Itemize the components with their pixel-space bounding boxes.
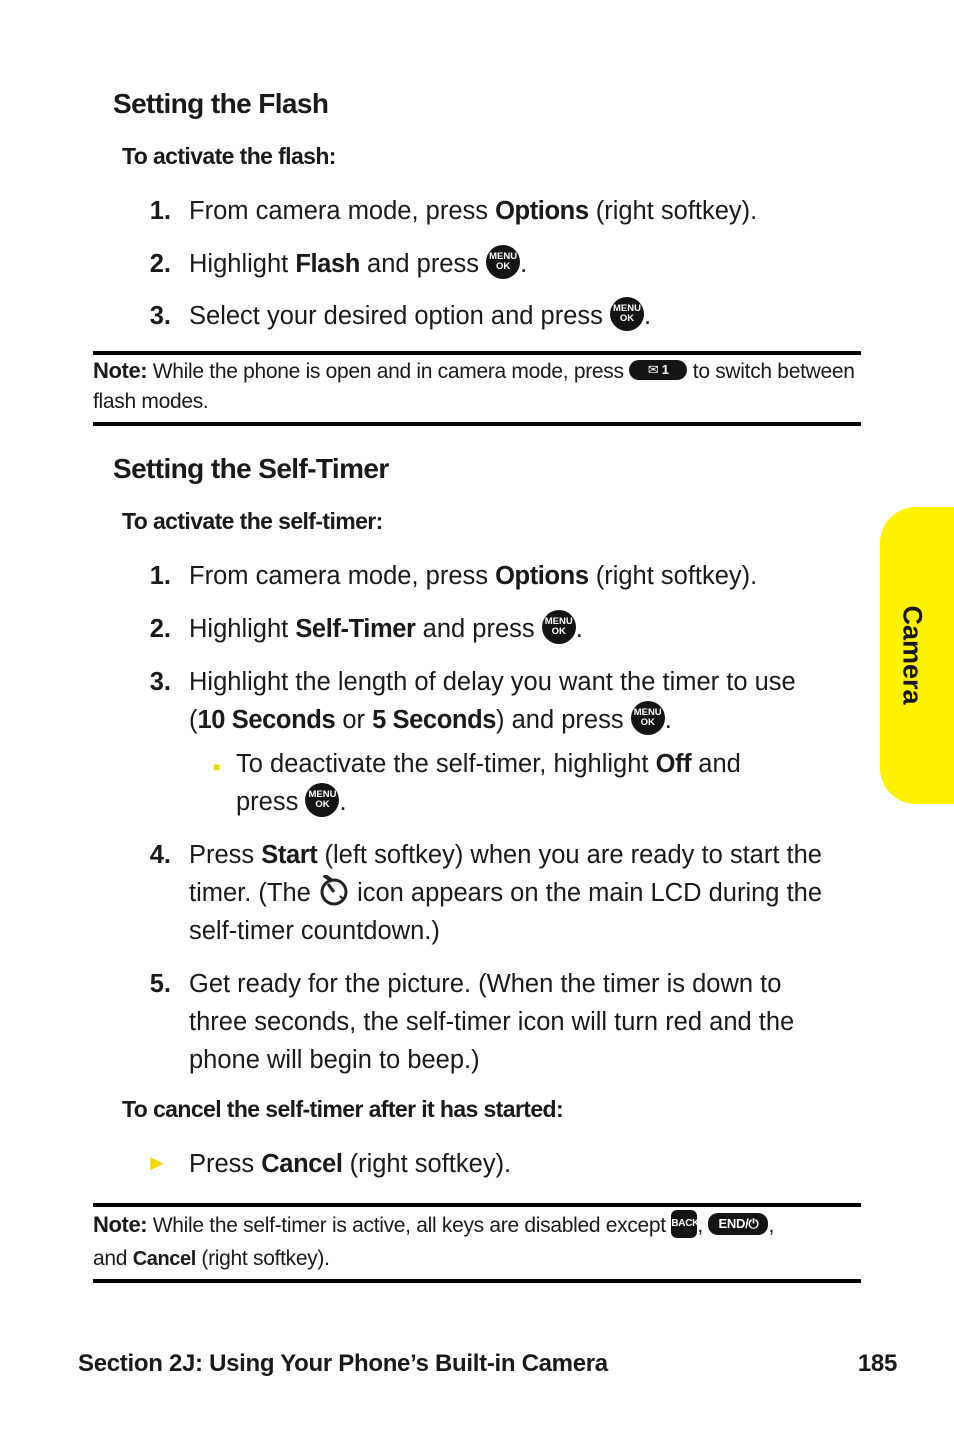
menu-ok-key-icon: MENU OK bbox=[305, 783, 339, 817]
menu-ok-key-icon: MENU OK bbox=[610, 297, 644, 331]
flash-step-2: 2. Highlight Flash and press MENU OK . bbox=[141, 245, 861, 283]
deactivate-sub-bullet: To deactivate the self-timer, highlight Off and press MENU OK . bbox=[236, 750, 741, 816]
flash-note: Note: While the phone is open and in camera mode, press ✉ 1 to switch between flash modes. bbox=[93, 358, 855, 413]
back-key-icon: BACK bbox=[671, 1210, 697, 1238]
step-number: 5. bbox=[149, 970, 171, 998]
note-top-rule bbox=[93, 351, 861, 355]
menu-ok-key-icon: MENU OK bbox=[631, 701, 665, 735]
flash-step-3: 3. Select your desired option and press MENU OK . bbox=[141, 297, 861, 335]
footer-page-number: 185 bbox=[857, 1350, 897, 1377]
flash-step-1: 1. From camera mode, press Options (right softkey). bbox=[141, 192, 861, 230]
arrow-bullet-icon: ► bbox=[146, 1150, 168, 1175]
step-number: 3. bbox=[149, 668, 171, 696]
step-number: 3. bbox=[149, 302, 171, 330]
note-top-rule bbox=[93, 1203, 861, 1207]
chapter-tab-label: Camera bbox=[897, 605, 928, 705]
key-1-envelope-icon: ✉ 1 bbox=[629, 360, 687, 380]
subheading-activate-flash: To activate the flash: bbox=[122, 143, 336, 169]
step-number: 1. bbox=[149, 197, 171, 225]
note-label: Note: bbox=[93, 358, 148, 383]
cancel-step: Press Cancel (right softkey). bbox=[189, 1150, 512, 1178]
timer-step-1: 1. From camera mode, press Options (right softkey). bbox=[141, 557, 861, 595]
section-heading-self-timer: Setting the Self-Timer bbox=[113, 453, 389, 484]
bullet-square-icon: ■ bbox=[213, 760, 221, 774]
section-heading-flash: Setting the Flash bbox=[113, 88, 329, 119]
menu-ok-key-icon: MENU OK bbox=[542, 610, 576, 644]
step-number: 2. bbox=[149, 250, 171, 278]
timer-step-4: 4. Press Start (left softkey) when you are ready to start the timer. (The icon appears on the main LCD during the self-timer countdown.) bbox=[141, 836, 861, 950]
menu-ok-key-icon: MENU OK bbox=[486, 245, 520, 279]
footer-section-title: Section 2J: Using Your Phone’s Built-in Camera bbox=[78, 1350, 608, 1377]
end-power-key-icon: END/⏻ bbox=[708, 1213, 768, 1235]
timer-step-5: 5. Get ready for the picture. (When the timer is down to three seconds, the self-timer icon will turn red and the phone will begin to beep.) bbox=[141, 965, 861, 1079]
subheading-cancel-self-timer: To cancel the self-timer after it has started: bbox=[122, 1096, 564, 1122]
timer-step-2: 2. Highlight Self-Timer and press MENU OK . bbox=[141, 610, 861, 648]
subheading-activate-self-timer: To activate the self-timer: bbox=[122, 508, 383, 534]
self-timer-icon bbox=[318, 875, 350, 907]
step-number: 4. bbox=[149, 841, 171, 869]
step-number: 1. bbox=[149, 562, 171, 590]
options-label: Options bbox=[495, 197, 589, 225]
timer-step-3: 3. Highlight the length of delay you want the timer to use (10 Seconds or 5 Seconds) and press MENU OK . bbox=[141, 663, 861, 739]
step-number: 2. bbox=[149, 615, 171, 643]
self-timer-note: Note: While the self-timer is active, all keys are disabled except BACK, END/⏻ , and Cancel (right softkey). bbox=[93, 1212, 774, 1270]
note-label: Note: bbox=[93, 1212, 148, 1237]
note-bottom-rule bbox=[93, 1279, 861, 1283]
flash-label: Flash bbox=[295, 250, 360, 278]
note-bottom-rule bbox=[93, 422, 861, 426]
